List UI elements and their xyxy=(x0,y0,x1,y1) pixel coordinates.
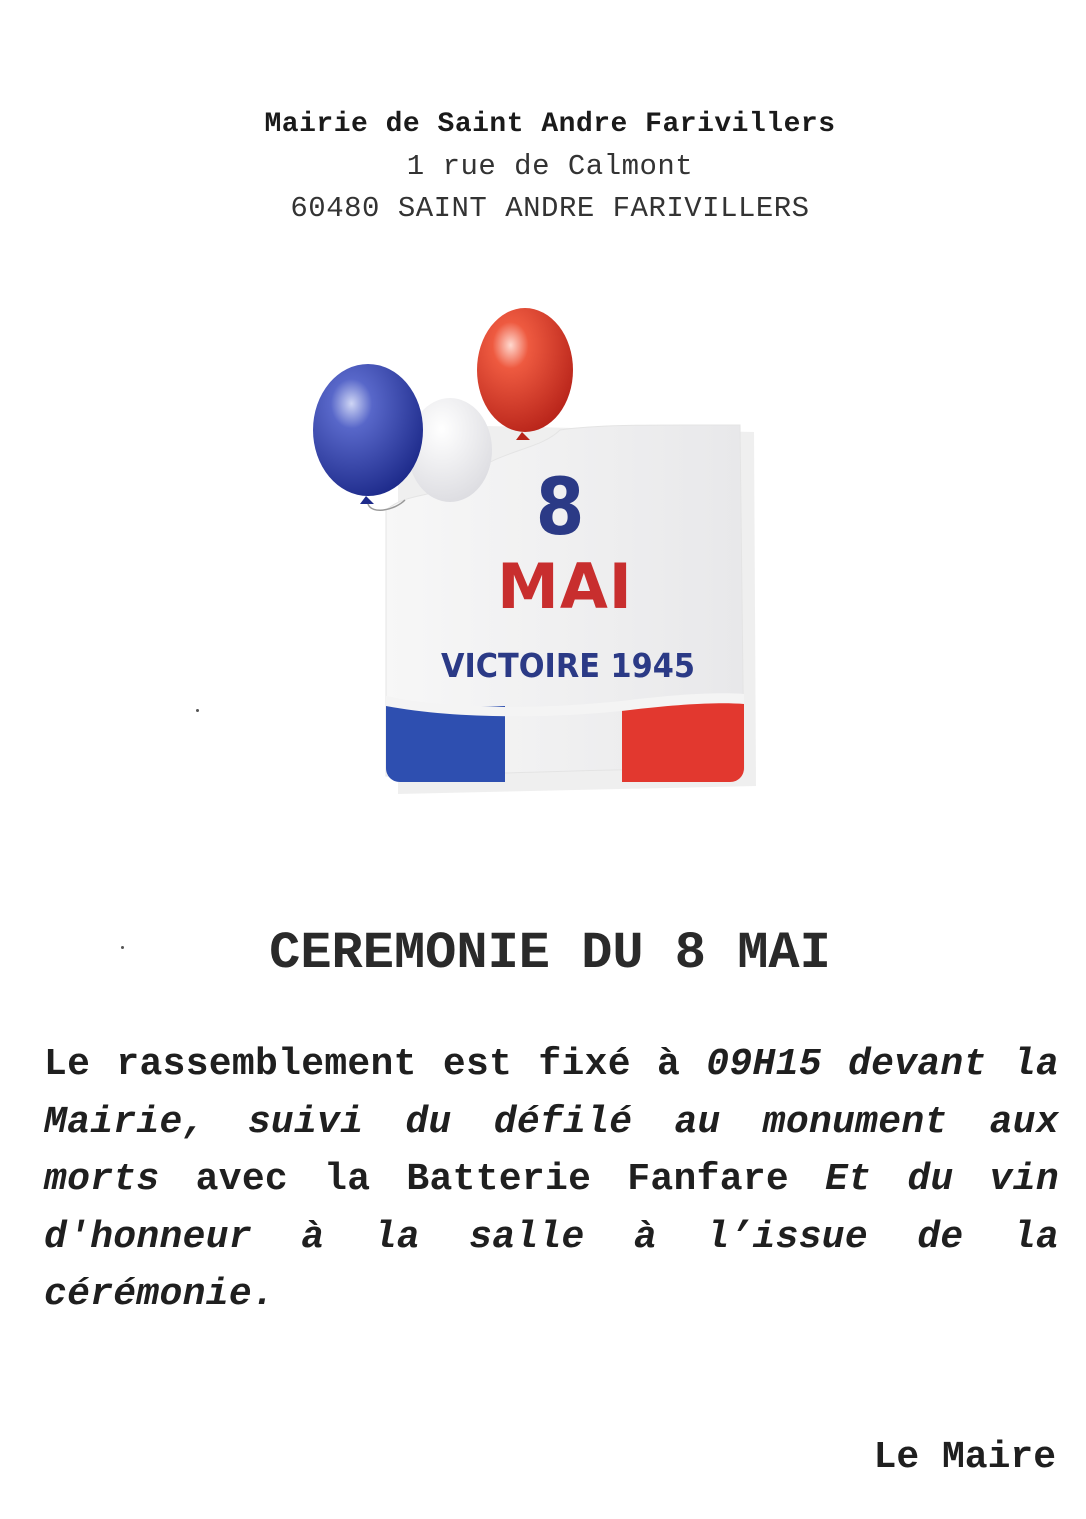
scan-speck xyxy=(121,946,124,949)
page-title: CEREMONIE DU 8 MAI xyxy=(269,924,831,983)
red-balloon-icon xyxy=(477,308,573,432)
signature: Le Maire xyxy=(873,1436,1056,1479)
logo-day: 8 xyxy=(535,463,585,553)
announcement-time: 09H15 devant la Mairie, suivi du défilé au monument aux morts xyxy=(44,1043,1060,1201)
announcement-text xyxy=(44,1036,1059,1324)
street-address: 1 rue de Calmont xyxy=(406,150,694,183)
organization-name: Mairie de Saint Andre Farivillers xyxy=(264,109,836,140)
announcement-part1: Le rassemblement est fixé à xyxy=(44,1043,707,1086)
city-address: 60480 SAINT ANDRE FARIVILLERS xyxy=(290,192,810,225)
victoire-logo xyxy=(300,300,770,800)
letterhead xyxy=(0,104,1086,230)
scan-speck xyxy=(196,709,199,712)
announcement-part2: avec la Batterie Fanfare xyxy=(159,1158,826,1201)
blue-balloon-icon xyxy=(313,364,423,496)
logo-caption: VICTOIRE 1945 xyxy=(440,646,696,685)
announcement-part3: Et du vin d'honneur à la salle à l’issue de la cérémonie. xyxy=(44,1158,1059,1316)
logo-month: MAI xyxy=(497,550,633,623)
flag-red-band xyxy=(622,697,744,782)
